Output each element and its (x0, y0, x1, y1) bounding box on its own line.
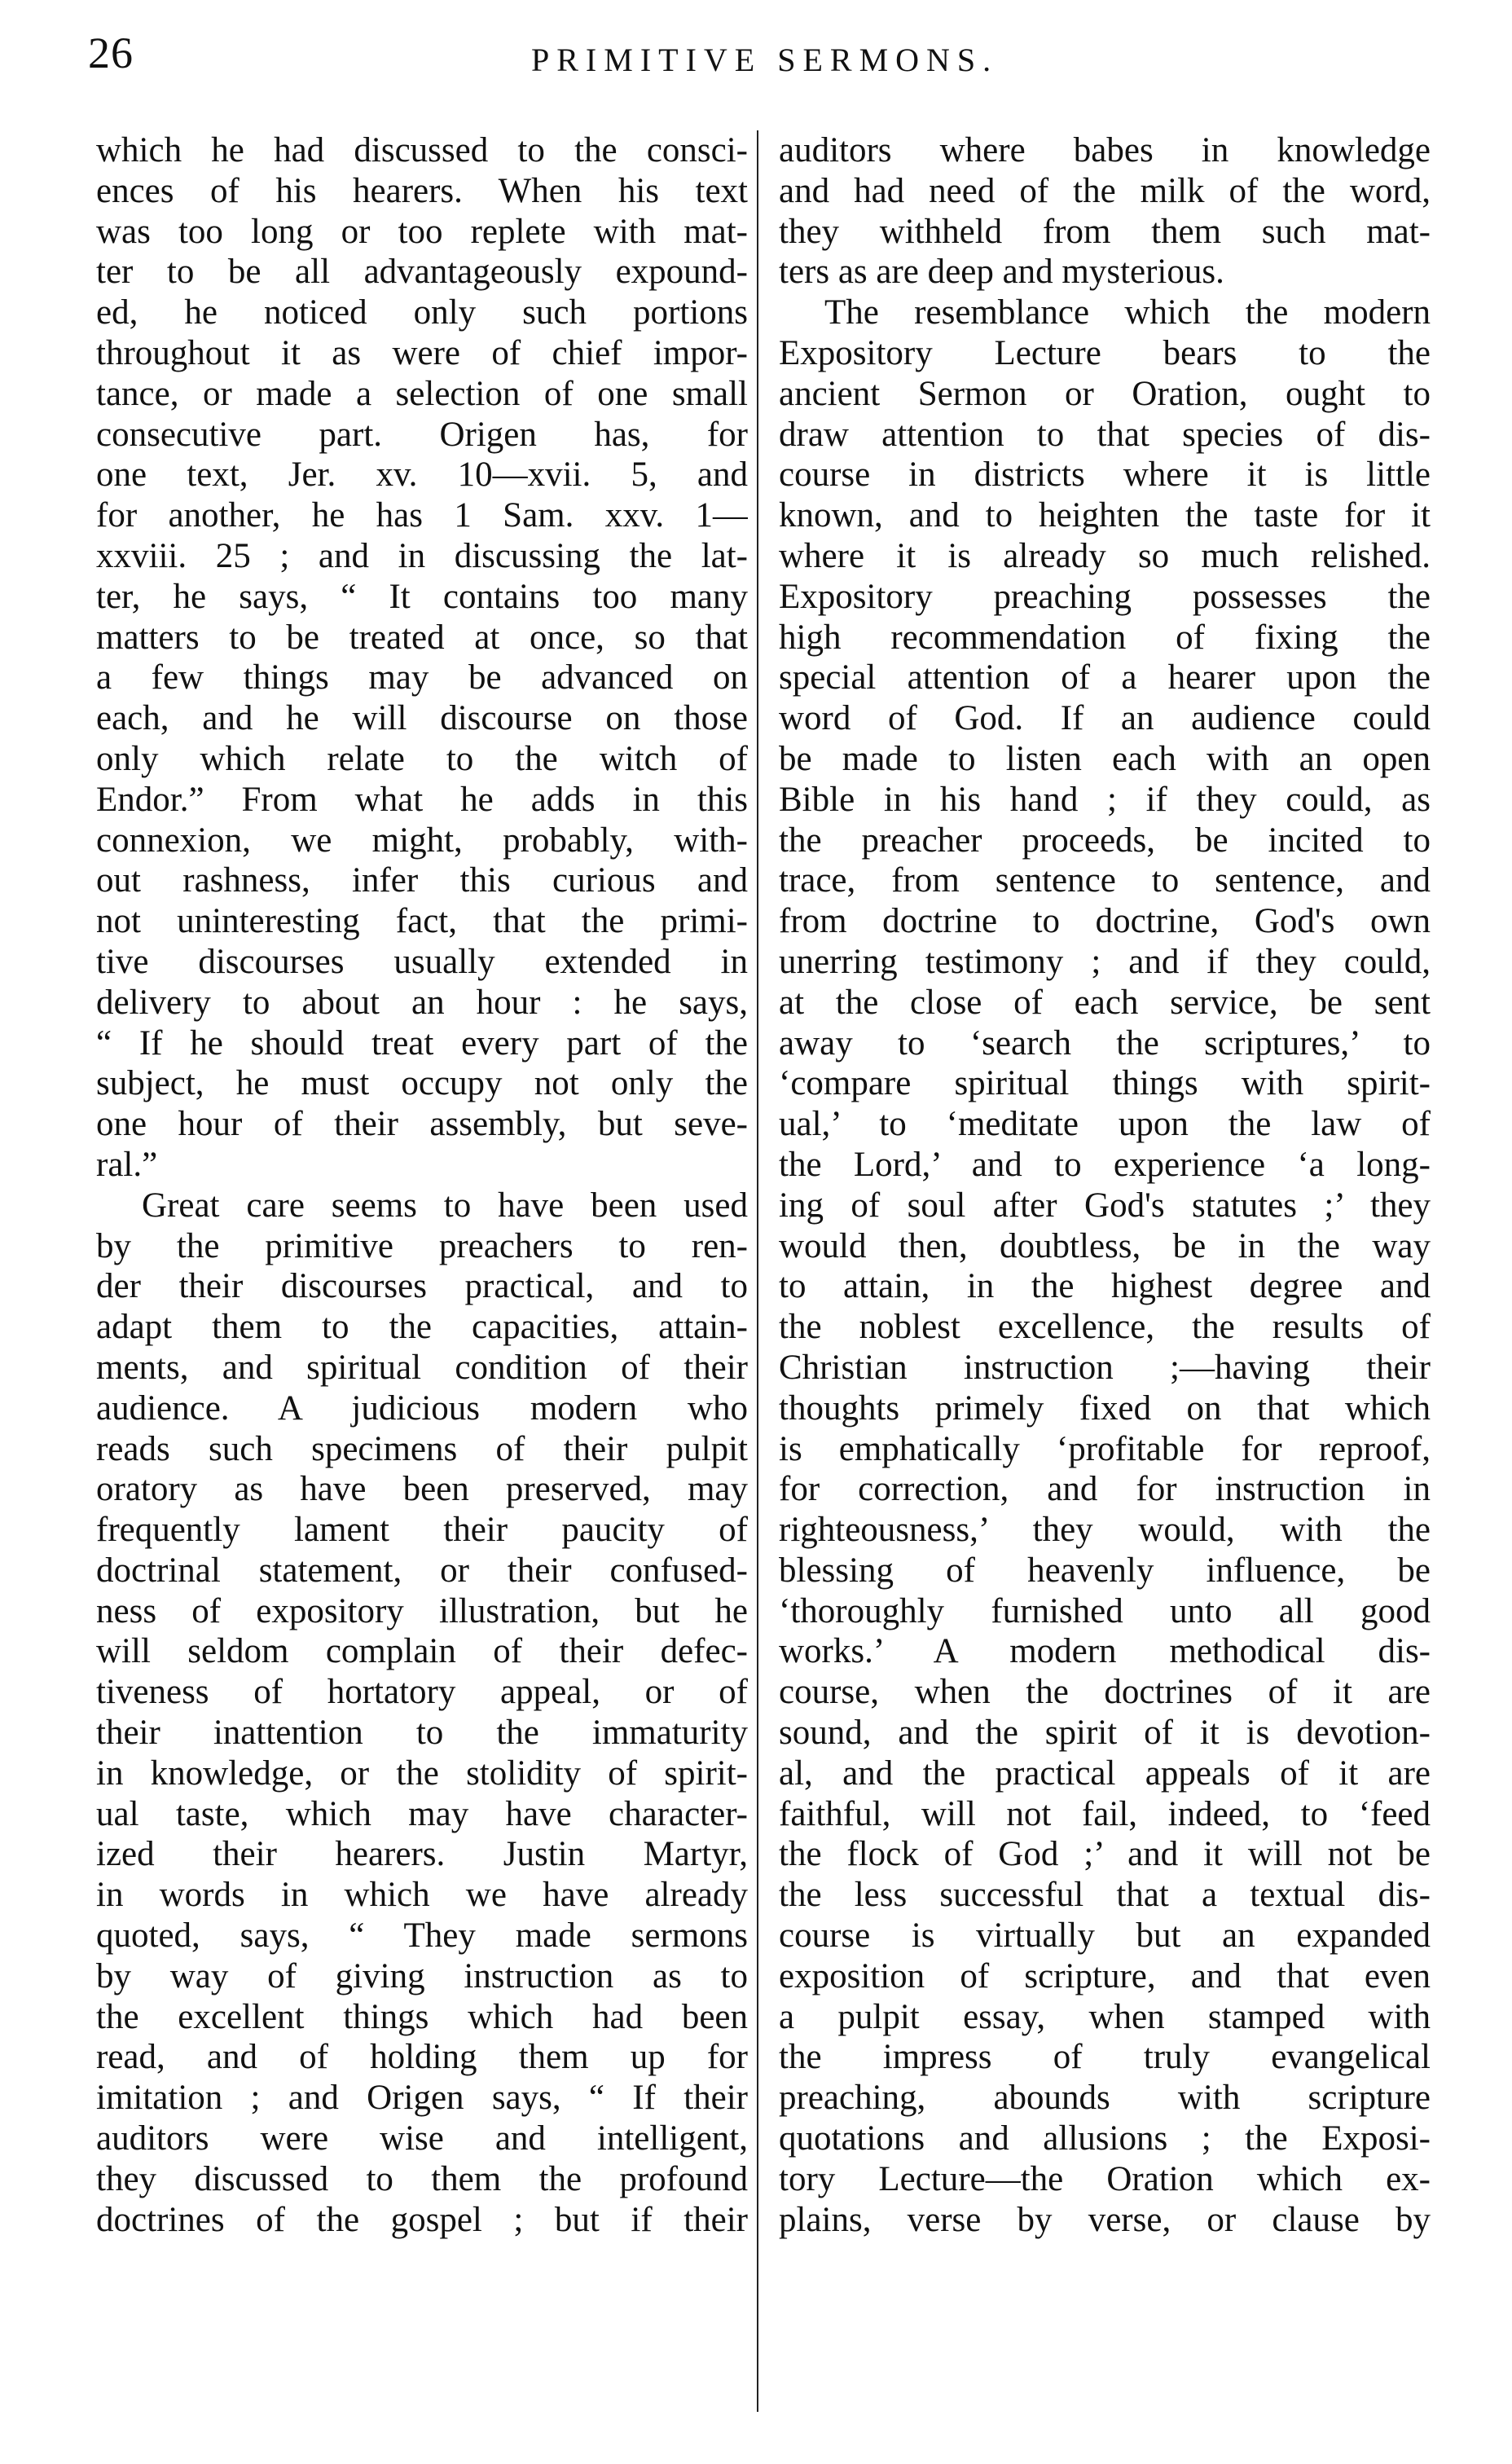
text-line: Christian instruction ;—having their (779, 1348, 1431, 1387)
text-line: each, and he will discourse on those (96, 699, 748, 738)
text-line: reads such specimens of their pulpit (96, 1429, 748, 1468)
text-line: and had need of the milk of the word, (779, 171, 1431, 210)
text-line: tive discourses usually extended in (96, 942, 748, 981)
text-line: ‘thoroughly furnished unto all good (779, 1591, 1431, 1630)
text-line: Expository preaching possesses the (779, 577, 1431, 616)
text-line: word of God. If an audience could (779, 699, 1431, 738)
text-line: sound, and the spirit of it is devotion- (779, 1714, 1431, 1753)
text-line: they withheld from them such mat- (779, 212, 1431, 251)
text-line: high recommendation of fixing the (779, 618, 1431, 657)
text-line: the impress of truly evangelical (779, 2038, 1431, 2077)
text-line: auditors were wise and intelligent, (96, 2119, 748, 2158)
text-line: to attain, in the highest degree and (779, 1267, 1431, 1306)
text-line: Expository Lecture bears to the (779, 333, 1431, 372)
text-line: blessing of heavenly influence, be (779, 1551, 1431, 1590)
text-line: ‘compare spiritual things with spirit- (779, 1064, 1431, 1103)
text-line: the excellent things which had been (96, 1997, 748, 2036)
text-line: plains, verse by verse, or clause by (779, 2200, 1431, 2239)
text-line: special attention of a hearer upon the (779, 658, 1431, 697)
text-line: audience. A judicious modern who (96, 1388, 748, 1428)
text-line: in words in which we have already (96, 1876, 748, 1915)
text-line: by way of giving instruction as to (96, 1956, 748, 1995)
text-line: exposition of scripture, and that even (779, 1956, 1431, 1995)
text-line: Endor.” From what he adds in this (96, 780, 748, 819)
text-line: frequently lament their paucity of (96, 1511, 748, 1550)
text-line: delivery to about an hour : he says, (96, 983, 748, 1022)
text-line: known, and to heighten the taste for it (779, 496, 1431, 535)
text-line: the less successful that a textual dis- (779, 1876, 1431, 1915)
text-line: tory Lecture—the Oration which ex- (779, 2159, 1431, 2198)
text-line: oratory as have been preserved, may (96, 1470, 748, 1509)
text-line: works.’ A modern methodical dis- (779, 1632, 1431, 1671)
text-line: ing of soul after God's statutes ;’ they (779, 1186, 1431, 1225)
text-line: ed, he noticed only such portions (96, 293, 748, 332)
text-line: ual taste, which may have character- (96, 1794, 748, 1833)
text-line: their inattention to the immaturity (96, 1714, 748, 1753)
text-line: quotations and allusions ; the Exposi- (779, 2119, 1431, 2158)
text-line: in knowledge, or the stolidity of spirit- (96, 1753, 748, 1793)
text-line: read, and of holding them up for (96, 2038, 748, 2077)
text-line: quoted, says, “ They made sermons (96, 1916, 748, 1956)
text-line: xxviii. 25 ; and in discussing the lat- (96, 536, 748, 575)
text-line: by the primitive preachers to ren- (96, 1226, 748, 1265)
text-line: course is virtually but an expanded (779, 1916, 1431, 1956)
text-line: where it is already so much relished. (779, 536, 1431, 575)
text-line: doctrines of the gospel ; but if their (96, 2200, 748, 2239)
text-line: consecutive part. Origen has, for (96, 415, 748, 454)
text-line: thoughts primely fixed on that which (779, 1388, 1431, 1428)
text-line: subject, he must occupy not only the (96, 1064, 748, 1103)
text-line: connexion, we might, probably, with- (96, 821, 748, 860)
text-line: ments, and spiritual condition of their (96, 1348, 748, 1387)
text-line: tance, or made a selection of one small (96, 374, 748, 413)
text-line: be made to listen each with an open (779, 739, 1431, 778)
text-line: from doctrine to doctrine, God's own (779, 902, 1431, 941)
page-number: 26 (88, 29, 134, 77)
text-line: only which relate to the witch of (96, 739, 748, 778)
text-line: tiveness of hortatory appeal, or of (96, 1673, 748, 1712)
text-line: ancient Sermon or Oration, ought to (779, 374, 1431, 413)
text-line: ter to be all advantageously expound- (96, 253, 748, 292)
text-line: at the close of each service, be sent (779, 983, 1431, 1022)
text-line: a pulpit essay, when stamped with (779, 1997, 1431, 2036)
text-line: preaching, abounds with scripture (779, 2079, 1431, 2118)
text-line: ters as are deep and mysterious. (779, 253, 1224, 292)
text-line: ences of his hearers. When his text (96, 171, 748, 210)
text-line: which he had discussed to the consci- (96, 131, 748, 169)
text-line: the preacher proceeds, be incited to (779, 821, 1431, 860)
text-line: “ If he should treat every part of the (96, 1023, 748, 1063)
text-line: Great care seems to have been used (142, 1186, 748, 1225)
text-line: was too long or too replete with mat- (96, 212, 748, 251)
text-line: imitation ; and Origen says, “ If their (96, 2079, 748, 2118)
text-line: is emphatically ‘profitable for reproof, (779, 1429, 1431, 1468)
text-line: course in districts where it is little (779, 455, 1431, 495)
column-divider (757, 130, 758, 2412)
text-line: ral.” (96, 1145, 158, 1184)
text-line: Bible in his hand ; if they could, as (779, 780, 1431, 819)
text-line: trace, from sentence to sentence, and (779, 861, 1431, 900)
text-line: auditors where babes in knowledge (779, 131, 1431, 169)
text-line: faithful, will not fail, indeed, to ‘feed (779, 1794, 1431, 1833)
text-line: unerring testimony ; and if they could, (779, 942, 1431, 981)
text-line: they discussed to them the profound (96, 2159, 748, 2198)
right-text-column (779, 130, 1431, 2240)
text-line: the flock of God ;’ and it will not be (779, 1835, 1431, 1874)
text-line: The resemblance which the modern (824, 293, 1431, 332)
text-line: away to ‘search the scriptures,’ to (779, 1023, 1431, 1063)
text-line: matters to be treated at once, so that (96, 618, 748, 657)
text-line: for correction, and for instruction in (779, 1470, 1431, 1509)
text-line: for another, he has 1 Sam. xxv. 1— (96, 496, 748, 535)
text-line: ized their hearers. Justin Martyr, (96, 1835, 748, 1874)
left-text-column (96, 130, 748, 2240)
text-line: throughout it as were of chief impor- (96, 333, 748, 372)
text-line: not uninteresting fact, that the primi- (96, 902, 748, 941)
text-line: doctrinal statement, or their confused- (96, 1551, 748, 1590)
text-line: the Lord,’ and to experience ‘a long- (779, 1145, 1431, 1184)
text-line: course, when the doctrines of it are (779, 1673, 1431, 1712)
text-line: der their discourses practical, and to (96, 1267, 748, 1306)
text-line: out rashness, infer this curious and (96, 861, 748, 900)
text-line: the noblest excellence, the results of (779, 1308, 1431, 1347)
text-line: a few things may be advanced on (96, 658, 748, 697)
text-line: one text, Jer. xv. 10—xvii. 5, and (96, 455, 748, 495)
text-line: al, and the practical appeals of it are (779, 1753, 1431, 1793)
text-line: draw attention to that species of dis- (779, 415, 1431, 454)
text-line: ual,’ to ‘meditate upon the law of (779, 1105, 1431, 1144)
text-line: adapt them to the capacities, attain- (96, 1308, 748, 1347)
text-line: righteousness,’ they would, with the (779, 1511, 1431, 1550)
text-line: one hour of their assembly, but seve- (96, 1105, 748, 1144)
text-line: ter, he says, “ It contains too many (96, 577, 748, 616)
text-line: will seldom complain of their defec- (96, 1632, 748, 1671)
text-line: would then, doubtless, be in the way (779, 1226, 1431, 1265)
running-title: PRIMITIVE SERMONS. (531, 42, 999, 78)
text-line: ness of expository illustration, but he (96, 1591, 748, 1630)
